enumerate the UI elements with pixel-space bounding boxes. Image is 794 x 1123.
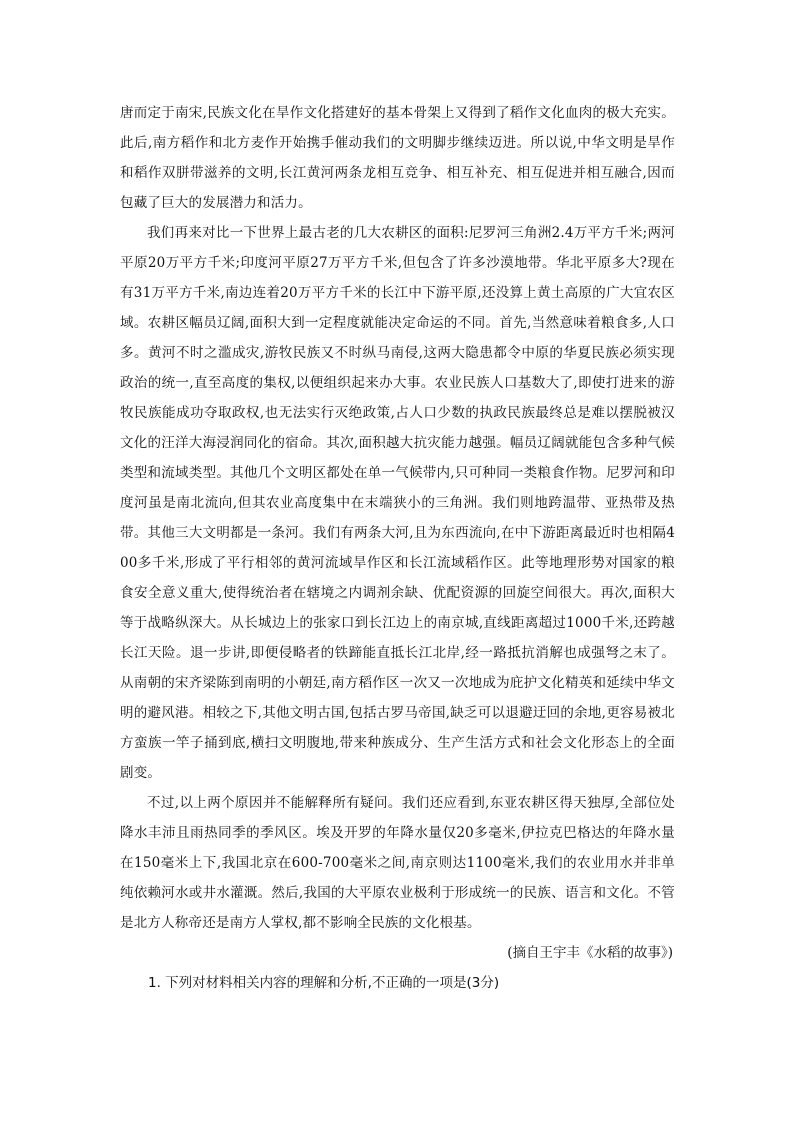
- document-page: [120, 98, 675, 998]
- source-citation: (摘自王宇丰《水稻的故事》): [507, 945, 673, 961]
- paragraph-2: 我们再来对比一下世界上最古老的几大农耕区的面积:尼罗河三角洲2.4万平方千米;两河平原20万平方千米;印度河平原27万平方千米,但包含了许多沙漠地带。华北平原多大?现在有31万平方千米,南边连着20万平方千米的长江中下游平原,还没算上黄土高原的广大宜农区域。农耕区幅员辽阔,面积大到一定程度就能决定命运的不同。首先,当然意味着粮食多,人口多。黄河不时之滥成灾,游牧民族又不时纵马南侵,这两大隐患都令中原的华夏民族必须实现政治的统一,直至高度的集权,以便组织起来办大事。农业民族人口基数大了,即使打进来的游牧民族能成功夺取政权,也无法实行灭绝政策,占人口少数的执政民族最终总是难以摆脱被汉文化的汪洋大海浸润同化的宿命。其次,面积越大抗灾能力越强。幅员辽阔就能包含多种气候类型和流域类型。其他几个文明区都处在单一气候带内,只可种同一类粮食作物。尼罗河和印度河虽是南北流向,但其农业高度集中在末端狭小的三角洲。我们则地跨温带、亚热带及热带。其他三大文明都是一条河。我们有两条大河,且为东西流向,在中下游距离最近时也相隔400多千米,形成了平行相邻的黄河流域旱作区和长江流域稻作区。此等地理形势对国家的粮食安全意义重大,使得统治者在辖境之内调剂余缺、优配资源的回旋空间很大。再次,面积大等于战略纵深大。从长城边上的张家口到长江边上的南京城,直线距离超过1000千米,还跨越长江天险。退一步讲,即便侵略者的铁蹄能直抵长江北岸,经一路抵抗消解也成强弩之末了。从南朝的宋齐梁陈到南明的小朝廷,南方稻作区一次又一次地成为庇护文化精英和延续中华文明的避风港。相较之下,其他文明古国,包括古罗马帝国,缺乏可以退避迂回的余地,更容易被北方蛮族一竿子捅到底,横扫文明腹地,带来种族成分、生产生活方式和社会文化形态上的全面剧变。: [120, 225, 675, 781]
- question-1: 1. 下列对材料相关内容的理解和分析,不正确的一项是(3分): [148, 975, 500, 991]
- paragraph-1: 唐而定于南宋,民族文化在旱作文化搭建好的基本骨架上又得到了稻作文化血肉的极大充实。此后,南方稻作和北方麦作开始携手催动我们的文明脚步继续迈进。所以说,中华文明是旱作和稻作双胼带滋养的文明,长江黄河两条龙相互竞争、相互补充、相互促进并相互融合,因而包藏了巨大的发展潜力和活力。: [120, 105, 675, 211]
- paragraph-3: 不过,以上两个原因并不能解释所有疑问。我们还应看到,东亚农耕区得天独厚,全部位处降水丰沛且雨热同季的季风区。埃及开罗的年降水量仅20多毫米,伊拉克巴格达的年降水量在150毫米上下,我国北京在600-700毫米之间,南京则达1100毫米,我们的农业用水并非单纯依赖河水或井水灌溉。然后,我国的大平原农业极利于形成统一的民族、语言和文化。不管是北方人称帝还是南方人掌权,都不影响全民族的文化根基。: [120, 795, 675, 931]
